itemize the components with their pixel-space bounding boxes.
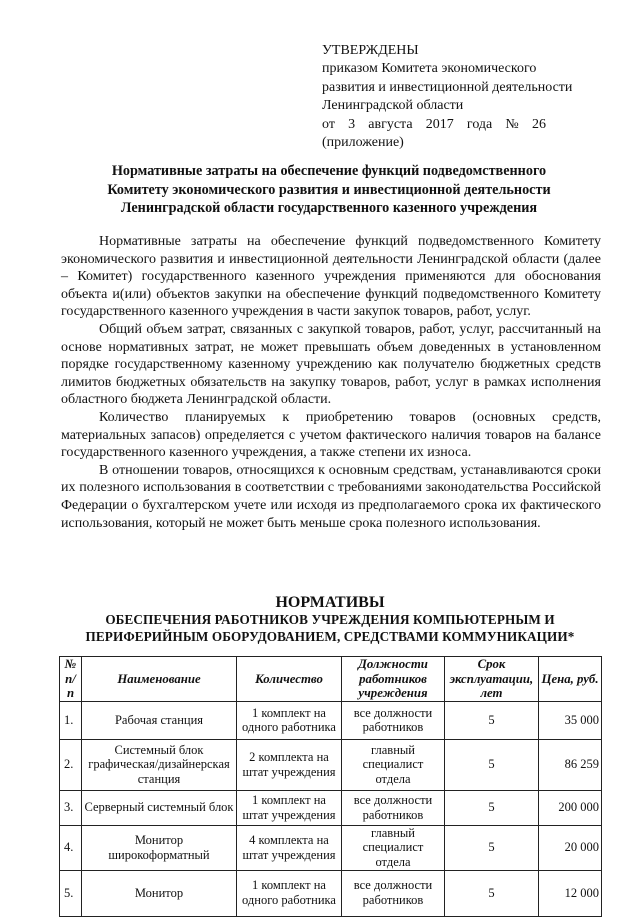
table-row: [60, 825, 602, 870]
cell-price: 35 000: [539, 701, 602, 739]
cell-positions: главный специалист отдела: [342, 739, 445, 790]
paragraph: Общий объем затрат, связанных с закупкой товаров, работ, услуг, рассчитанный на основе нормативных затрат, не может превышать объем доведенных в установленном порядке государственному казенному учреждению как получателю бюджетных средств лимитов бюджетных обязательств на закупку товаров, работ, услуг в рамках исполнения областного бюджета Ленинградской области.: [61, 321, 601, 408]
cell-name: Системный блок графическая/дизайнерская станция: [82, 739, 237, 790]
cell-positions: все должности работников: [342, 870, 445, 916]
header-num: № п/п: [60, 657, 82, 702]
cell-positions: все должности работников: [342, 701, 445, 739]
cell-term: 5: [445, 790, 539, 825]
document-title-line: Комитету экономического развития и инвестиционной деятельности: [107, 181, 551, 198]
document-body: [61, 233, 601, 532]
table-row: [60, 739, 602, 790]
document-title-line: Ленинградской области государственного казенного учреждения: [120, 200, 538, 216]
approval-region-line: Ленинградской области: [322, 98, 464, 114]
cell-name: Рабочая станция: [82, 701, 237, 739]
cell-quantity: 4 комплекта на штат учреждения: [237, 825, 342, 870]
cell-term: 5: [445, 701, 539, 739]
approval-date-part: от: [322, 116, 335, 132]
approval-order-line: приказом Комитета экономического: [322, 61, 537, 77]
norms-title: НОРМАТИВЫ: [275, 594, 385, 611]
cell-num: 2.: [60, 739, 82, 790]
table-row: [60, 790, 602, 825]
header-name: Наименование: [82, 657, 237, 702]
approval-date-line: [322, 116, 546, 134]
cell-quantity: 1 комплект на одного работника: [237, 870, 342, 916]
header-positions: Должности работников учреждения: [342, 657, 445, 702]
norms-table: [59, 656, 602, 917]
approval-date-part: 2017: [425, 116, 454, 132]
approval-appendix-line: (приложение): [322, 135, 404, 151]
document-title: [58, 162, 600, 218]
cell-num: 1.: [60, 701, 82, 739]
paragraph: Количество планируемых к приобретению товаров (основных средств, материальных запасов) определяется с учетом фактического наличия товаров на балансе государственного казенного учреждения, а также степени их износа.: [61, 409, 601, 461]
cell-quantity: 2 комплекта на штат учреждения: [237, 739, 342, 790]
approval-committee-line: развития и инвестиционной деятельности: [322, 79, 573, 95]
header-price: Цена, руб.: [539, 657, 602, 702]
paragraph: В отношении товаров, относящихся к основным средствам, устанавливаются сроки их полезного использования в соответствии с требованиями законодательства Российской Федерации о бухгалтерском учете или исходя из предполагаемого срока их фактического использования, который не может быть меньше срока полезного использования.: [61, 462, 601, 531]
approval-title: УТВЕРЖДЕНЫ: [322, 43, 419, 58]
norms-subtitle-line: ПЕРИФЕРИЙНЫМ ОБОРУДОВАНИЕМ, СРЕДСТВАМИ КОММУНИКАЦИИ*: [85, 628, 575, 644]
cell-price: 12 000: [539, 870, 602, 916]
cell-term: 5: [445, 870, 539, 916]
cell-quantity: 1 комплект на штат учреждения: [237, 790, 342, 825]
cell-num: 4.: [60, 825, 82, 870]
table-header-row: [60, 657, 602, 702]
cell-term: 5: [445, 739, 539, 790]
table-row: [60, 701, 602, 739]
approval-block: [322, 42, 592, 152]
table-row: [60, 870, 602, 916]
cell-name: Монитор: [82, 870, 237, 916]
cell-num: 5.: [60, 870, 82, 916]
cell-price: 200 000: [539, 790, 602, 825]
paragraph: Нормативные затраты на обеспечение функций подведомственного Комитету экономического развития и инвестиционной деятельности Ленинградской области (далее – Комитет) государственного казенного учреждения применяются для обоснования объекта и(или) объектов закупки на обеспечение функций подведомственного Комитету государственного казенного учреждения в части закупок товаров, работ, услуг.: [61, 234, 601, 320]
header-quantity: Количество: [237, 657, 342, 702]
norms-subtitle-line: ОБЕСПЕЧЕНИЯ РАБОТНИКОВ УЧРЕЖДЕНИЯ КОМПЬЮТЕРНЫМ И: [105, 612, 555, 627]
cell-quantity: 1 комплект на одного работника: [237, 701, 342, 739]
cell-price: 86 259: [539, 739, 602, 790]
cell-name: Серверный системный блок: [82, 790, 237, 825]
cell-num: 3.: [60, 790, 82, 825]
approval-date-part: года: [466, 116, 493, 132]
cell-positions: все должности работников: [342, 790, 445, 825]
norms-heading: [50, 593, 610, 645]
cell-name: Монитор широкоформатный: [82, 825, 237, 870]
approval-date-part: августа: [368, 116, 413, 132]
document-title-line: Нормативные затраты на обеспечение функций подведомственного: [111, 163, 547, 179]
cell-price: 20 000: [539, 825, 602, 870]
approval-date-part: 26: [531, 116, 546, 132]
cell-term: 5: [445, 825, 539, 870]
approval-date-part: 3: [348, 116, 356, 132]
cell-positions: главный специалист отдела: [342, 825, 445, 870]
approval-date-part: №: [505, 116, 519, 132]
header-term: Срок эксплуатации, лет: [445, 657, 539, 702]
